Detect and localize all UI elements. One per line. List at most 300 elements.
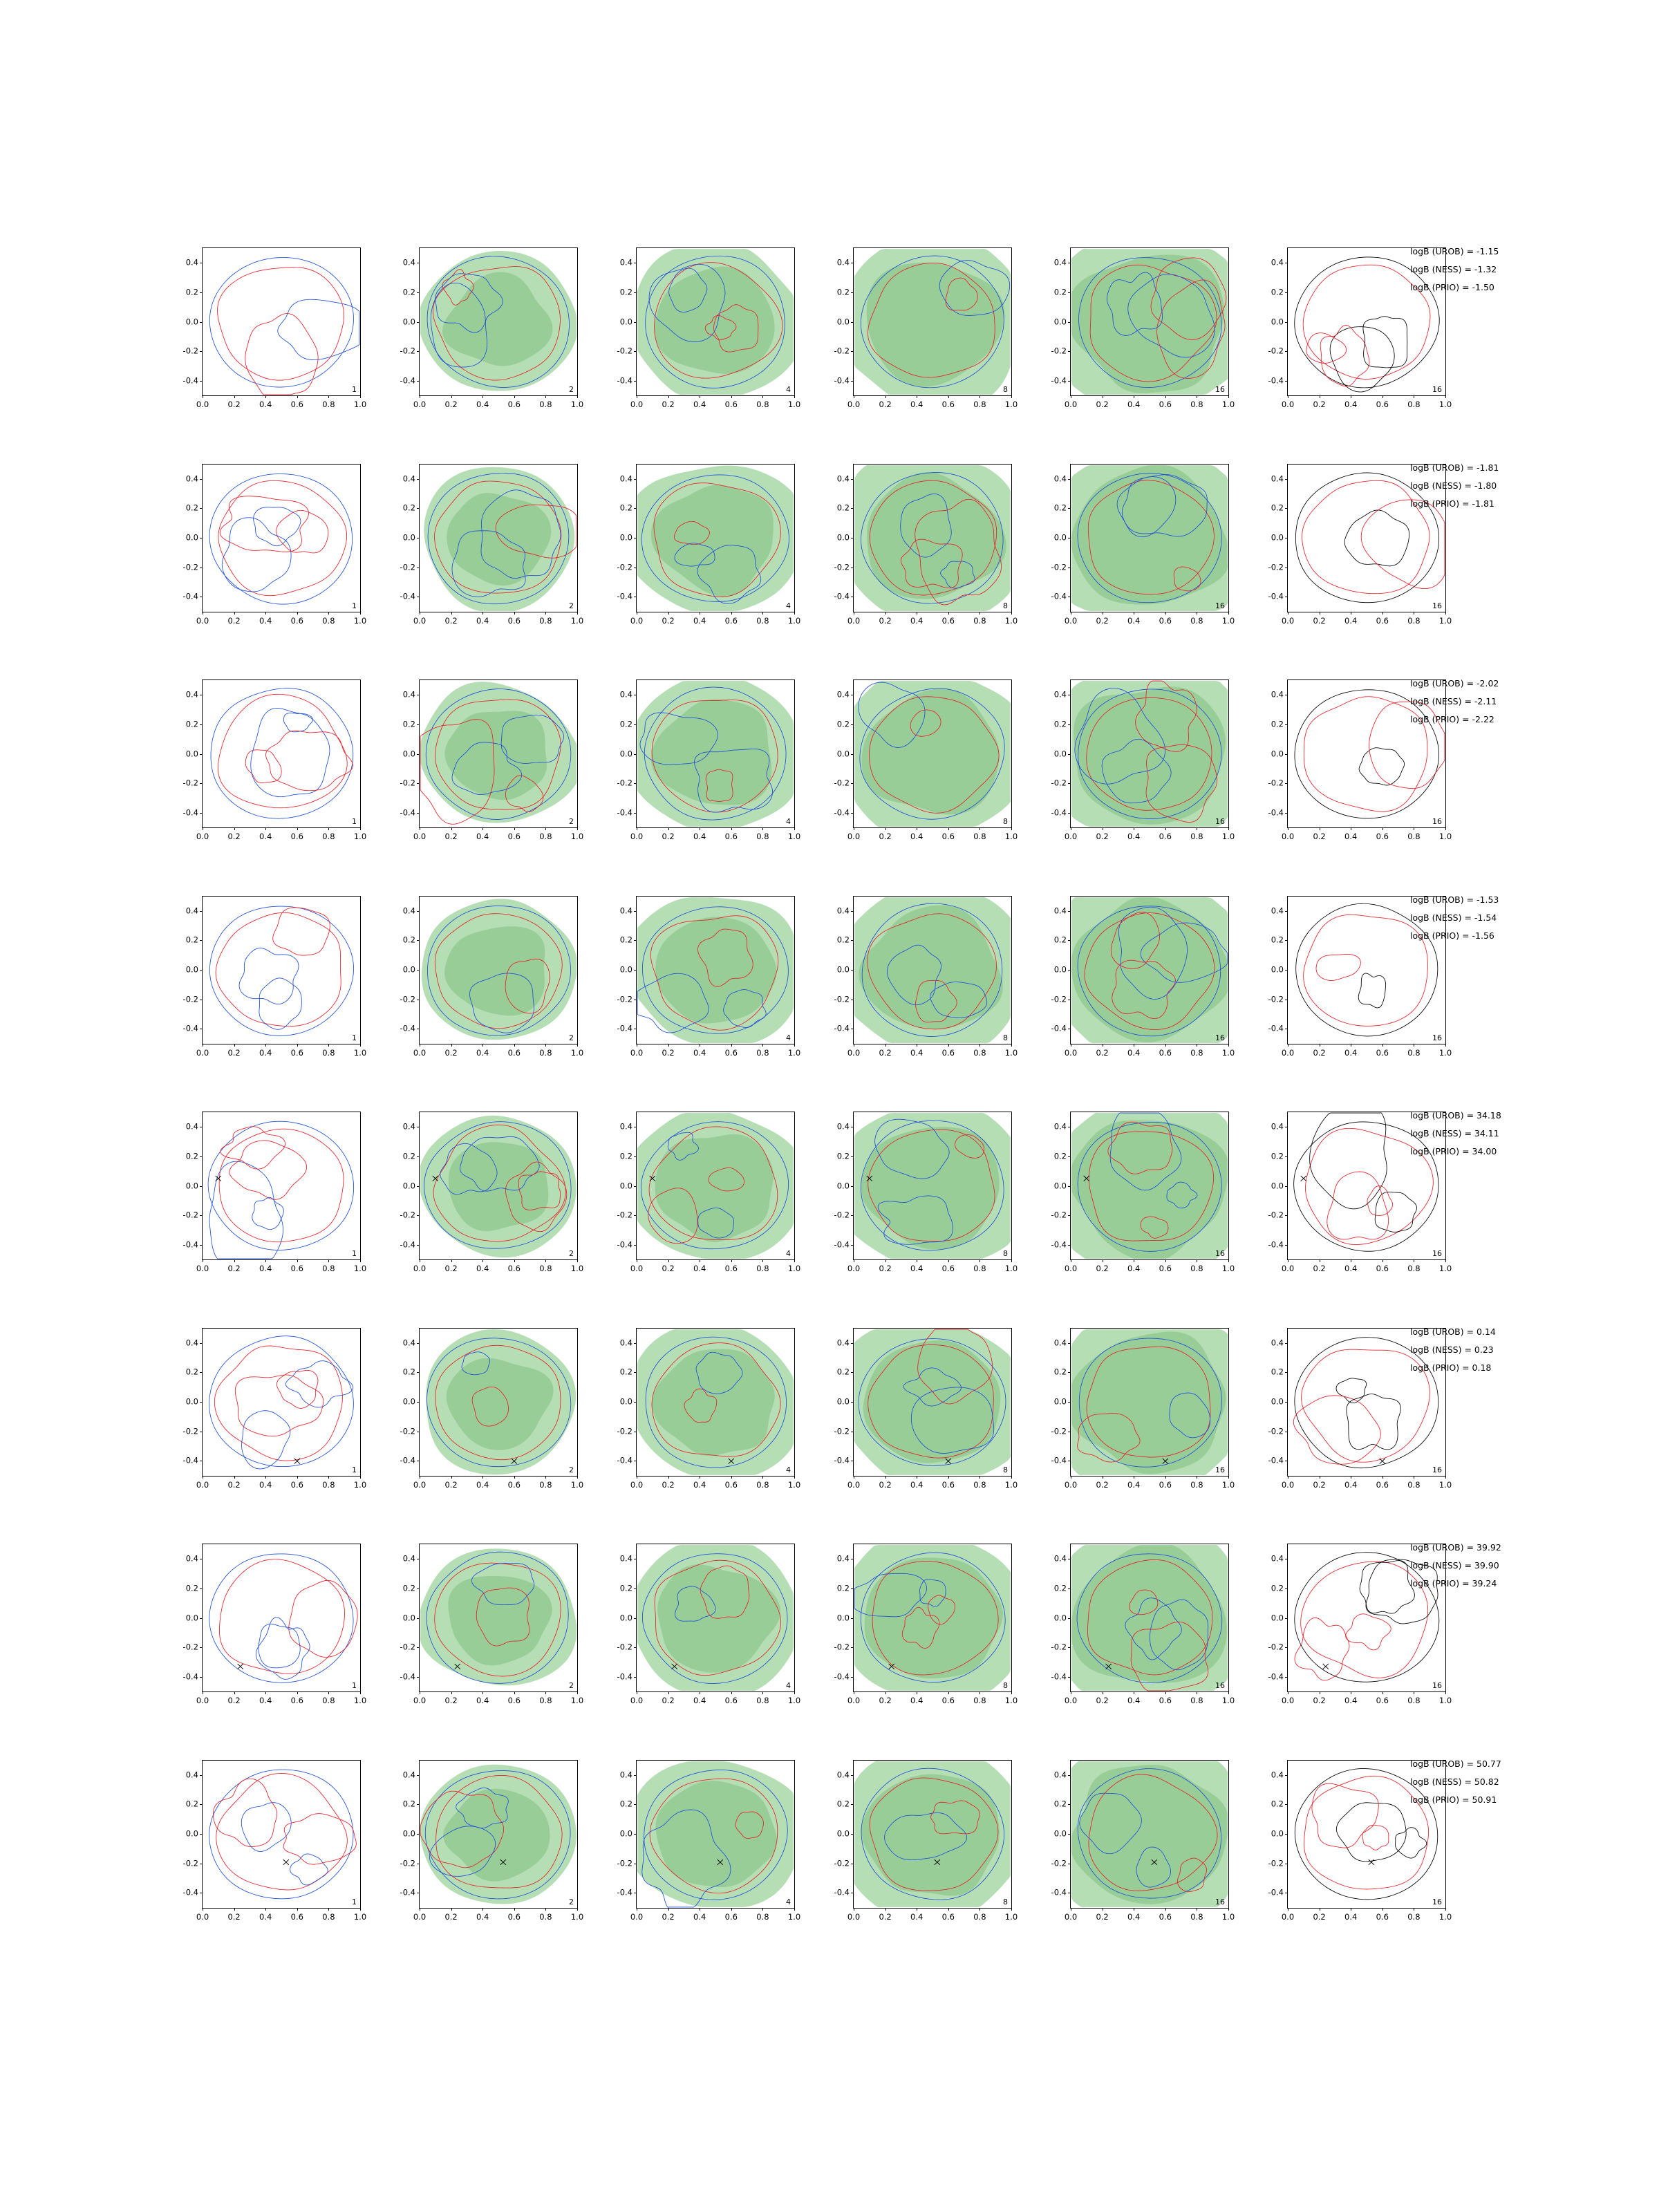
plot-axes[interactable] — [1051, 1112, 1235, 1273]
subplot-panel[interactable] — [1041, 464, 1235, 637]
plot-axes[interactable] — [1051, 247, 1235, 409]
plot-axes[interactable] — [400, 1328, 584, 1490]
subplot-panel[interactable] — [1041, 679, 1235, 852]
x-axis-tick-label: 0.4 — [693, 832, 706, 841]
legend-entry: logB (UROB) = 34.18 — [1410, 1110, 1501, 1121]
plot-axes[interactable] — [1051, 464, 1235, 626]
contour-canvas — [854, 897, 1011, 1044]
x-axis-tick-mark — [1165, 1908, 1166, 1911]
plot-axes[interactable] — [617, 247, 801, 409]
y-axis-tick-label: 0.0 — [1271, 1612, 1284, 1622]
x-axis-tick-mark — [1445, 1476, 1446, 1479]
plot-axes[interactable] — [400, 464, 584, 626]
x-axis-tick-label: 0.6 — [290, 1479, 303, 1490]
x-axis-tick-mark — [577, 1908, 578, 1911]
x-axis-tick-mark — [668, 1476, 669, 1479]
x-axis-tick-mark — [451, 1044, 452, 1047]
legend-entry: logB (PRIO) = 39.24 — [1410, 1578, 1497, 1588]
subplot-panel[interactable] — [607, 1328, 801, 1501]
x-axis-tick-label: 0.4 — [1344, 1264, 1358, 1273]
x-axis-tick-label: 0.8 — [1190, 1911, 1203, 1922]
x-axis-tick-mark — [794, 1476, 795, 1479]
subplot-panel[interactable] — [824, 1544, 1018, 1716]
plot-axes[interactable] — [617, 464, 801, 626]
panel-corner-label: 1 — [352, 1465, 357, 1474]
plot-axes[interactable] — [617, 1328, 801, 1490]
y-axis-tick-label: 0.2 — [402, 503, 415, 513]
x-axis-tick-mark — [1165, 1691, 1166, 1694]
x-axis-tick-label: 0.6 — [1376, 832, 1389, 841]
y-axis-tick-label: -0.4 — [834, 1887, 850, 1897]
plot-axes[interactable] — [834, 464, 1018, 626]
subplot-panel[interactable] — [390, 896, 584, 1069]
panel-corner-label: 8 — [1003, 1681, 1008, 1690]
plot-axes[interactable] — [182, 679, 367, 841]
y-axis-tick-label: 0.0 — [402, 1180, 415, 1190]
y-axis-tick-label: 0.0 — [1053, 1612, 1067, 1622]
truth-marker-x-icon — [1380, 1458, 1385, 1463]
plot-axes[interactable] — [182, 1760, 367, 1922]
x-axis-tick-label: 0.6 — [724, 1264, 738, 1273]
y-axis-tick-label: -0.2 — [1268, 561, 1284, 572]
subplot-panel[interactable] — [607, 1544, 801, 1716]
x-axis-tick-mark — [328, 612, 329, 615]
x-axis-tick-label: 0.2 — [1096, 1696, 1109, 1705]
y-axis-tick-label: 0.0 — [1053, 1180, 1067, 1190]
x-axis-tick-label: 0.8 — [322, 400, 335, 409]
x-axis-tick-label: 0.2 — [879, 1911, 892, 1922]
y-axis-tick-label: -0.2 — [617, 1425, 632, 1436]
subplot-panel[interactable] — [607, 1760, 801, 1933]
y-axis-tick-label: 0.2 — [619, 935, 632, 945]
x-axis-tick-label: 1.0 — [1221, 400, 1235, 409]
x-axis-tick-label: 0.6 — [290, 1047, 303, 1058]
panel-corner-label: 8 — [1003, 1249, 1008, 1258]
plot-axes[interactable] — [1051, 1760, 1235, 1922]
y-axis-tick-label: 0.4 — [402, 1338, 415, 1348]
legend-entry: logB (UROB) = 50.77 — [1410, 1758, 1501, 1769]
subplot-panel[interactable] — [824, 679, 1018, 852]
plot-axes[interactable] — [617, 1544, 801, 1705]
x-axis-tick-label: 0.6 — [507, 400, 521, 409]
x-axis-tick-label: 0.0 — [630, 1696, 644, 1705]
contour-canvas — [203, 1112, 360, 1259]
x-axis-tick-mark — [297, 612, 298, 615]
x-axis-tick-label: 0.8 — [1190, 1264, 1203, 1273]
subplot-panel[interactable] — [173, 247, 367, 420]
y-axis-tick-label: -0.4 — [617, 375, 632, 385]
plot-axes[interactable] — [834, 679, 1018, 841]
y-axis-tick-label: -0.4 — [1268, 1455, 1284, 1465]
subplot-panel[interactable] — [1041, 1112, 1235, 1284]
y-axis-tick-label: 0.4 — [1053, 1553, 1067, 1564]
legend-entry: logB (NESS) = -1.80 — [1410, 480, 1497, 491]
y-axis-tick-label: 0.0 — [836, 1612, 850, 1622]
x-axis-tick-label: 1.0 — [787, 1696, 801, 1705]
subplot-panel[interactable] — [1041, 1544, 1235, 1716]
x-axis-tick-mark — [1011, 395, 1012, 398]
x-axis-tick-mark — [482, 827, 483, 830]
y-axis-tick-label: -0.4 — [617, 807, 632, 817]
x-axis-tick-label: 1.0 — [570, 1911, 584, 1922]
subplot-panel[interactable] — [390, 1112, 584, 1284]
y-axis-tick-label: 0.4 — [402, 1121, 415, 1132]
contour-canvas — [203, 897, 360, 1044]
x-axis-tick-mark — [1165, 395, 1166, 398]
x-axis-tick-label: 1.0 — [1221, 615, 1235, 626]
contour-canvas — [203, 1329, 360, 1476]
y-axis-tick-label: 0.0 — [1271, 316, 1284, 326]
subplot-panel[interactable] — [607, 247, 801, 420]
subplot-panel[interactable] — [824, 1760, 1018, 1933]
x-axis-tick-label: 0.4 — [259, 615, 272, 626]
x-axis-tick-mark — [265, 1259, 266, 1262]
y-axis-tick-label: 0.2 — [1271, 1367, 1284, 1377]
panel-corner-label: 8 — [1003, 1033, 1008, 1042]
subplot-panel[interactable] — [173, 679, 367, 852]
y-axis-tick-label: 0.4 — [1271, 1553, 1284, 1564]
x-axis-tick-mark — [577, 1044, 578, 1047]
y-axis-tick-label: 0.4 — [619, 1121, 632, 1132]
x-axis-tick-label: 0.2 — [1096, 1479, 1109, 1490]
y-axis-tick-label: 0.2 — [1053, 935, 1067, 945]
y-axis-tick-label: 0.0 — [619, 1828, 632, 1839]
x-axis-tick-label: 0.4 — [259, 1911, 272, 1922]
truth-marker-x-icon — [216, 1176, 221, 1181]
panel-corner-label: 4 — [786, 1681, 791, 1690]
x-axis-tick-mark — [297, 1259, 298, 1262]
x-axis-tick-label: 0.6 — [941, 615, 955, 626]
x-axis-tick-mark — [482, 1908, 483, 1911]
y-axis-tick-label: 0.2 — [1053, 719, 1067, 729]
subplot-panel[interactable] — [607, 464, 801, 637]
y-axis-tick-label: 0.0 — [1053, 1828, 1067, 1839]
contour-canvas — [637, 1544, 794, 1691]
contour-line-inner — [1310, 1113, 1387, 1209]
subplot-panel[interactable] — [173, 1328, 367, 1501]
subplot-row — [173, 1322, 1507, 1539]
x-axis-tick-mark — [297, 1044, 298, 1047]
subplot-panel[interactable] — [390, 247, 584, 420]
plot-axes[interactable] — [400, 679, 584, 841]
x-axis-tick-mark — [360, 827, 361, 830]
subplot-panel[interactable] — [1041, 1760, 1235, 1933]
x-axis-tick-mark — [668, 1259, 669, 1262]
plot-axes[interactable] — [400, 1760, 584, 1922]
contour-canvas — [637, 680, 794, 827]
x-axis-tick-mark — [297, 827, 298, 830]
x-axis-tick-mark — [1011, 1476, 1012, 1479]
x-axis-tick-label: 0.2 — [1313, 832, 1326, 841]
legend-entry: logB (PRIO) = 34.00 — [1410, 1146, 1497, 1156]
x-axis-tick-label: 0.6 — [290, 615, 303, 626]
x-axis-tick-label: 0.8 — [539, 615, 552, 626]
y-axis-tick-label: 0.0 — [619, 1180, 632, 1190]
panel-corner-label: 16 — [1215, 601, 1225, 610]
x-axis-tick-label: 1.0 — [353, 1264, 367, 1273]
contour-line-inner — [265, 731, 353, 791]
x-axis-tick-label: 0.8 — [322, 1911, 335, 1922]
panel-corner-label: 16 — [1215, 385, 1225, 394]
x-axis-tick-label: 0.0 — [630, 615, 644, 626]
x-axis-tick-mark — [360, 1908, 361, 1911]
x-axis-tick-label: 0.0 — [413, 1264, 427, 1273]
x-axis-tick-label: 0.6 — [941, 1264, 955, 1273]
y-axis-tick-label: -0.4 — [182, 1239, 198, 1249]
y-axis-tick-label: -0.4 — [834, 591, 850, 601]
plot-axes[interactable] — [400, 896, 584, 1058]
plot-axes[interactable] — [834, 247, 1018, 409]
subplot-panel[interactable] — [607, 1112, 801, 1284]
y-axis-tick-label: 0.0 — [402, 532, 415, 543]
panel-corner-label: 16 — [1432, 601, 1442, 610]
x-axis-tick-label: 0.4 — [910, 1047, 924, 1058]
y-axis-tick-label: 0.4 — [836, 1121, 850, 1132]
y-axis-tick-label: 0.2 — [402, 287, 415, 297]
plot-axes[interactable] — [400, 1112, 584, 1273]
x-axis-tick-mark — [328, 1476, 329, 1479]
plot-axes[interactable] — [1051, 679, 1235, 841]
x-axis-tick-label: 1.0 — [787, 1047, 801, 1058]
contour-canvas — [203, 465, 360, 612]
plot-axes[interactable] — [617, 896, 801, 1058]
y-axis-tick-label: 0.2 — [619, 503, 632, 513]
x-axis-tick-mark — [451, 1908, 452, 1911]
plot-axes[interactable] — [400, 247, 584, 409]
subplot-panel[interactable] — [390, 679, 584, 852]
subplot-panel[interactable] — [824, 1112, 1018, 1284]
x-axis-tick-label: 0.4 — [1127, 400, 1141, 409]
contour-canvas — [1071, 1329, 1228, 1476]
plot-axes[interactable] — [182, 247, 367, 409]
contour-canvas — [854, 680, 1011, 827]
y-axis-tick-label: 0.4 — [1271, 474, 1284, 484]
x-axis-tick-label: 0.4 — [1344, 1047, 1358, 1058]
y-axis-tick-label: -0.4 — [617, 1887, 632, 1897]
plot-axes[interactable] — [834, 1328, 1018, 1490]
y-axis-tick-label: 0.2 — [1053, 1151, 1067, 1161]
subplot-panel[interactable] — [390, 1544, 584, 1716]
contour-canvas — [420, 1761, 577, 1908]
x-axis-tick-label: 0.2 — [1313, 1911, 1326, 1922]
x-axis-tick-label: 0.2 — [662, 1911, 675, 1922]
x-axis-tick-label: 1.0 — [1438, 1696, 1452, 1705]
x-axis-tick-label: 0.4 — [259, 1264, 272, 1273]
y-axis-tick-label: 0.4 — [185, 1553, 198, 1564]
subplot-panel[interactable] — [607, 896, 801, 1069]
contour-canvas — [854, 1329, 1011, 1476]
subplot-panel[interactable] — [1041, 1328, 1235, 1501]
x-axis-tick-label: 0.0 — [1281, 400, 1295, 409]
contour-line-inner — [1347, 1394, 1400, 1449]
y-axis-tick-label: -0.4 — [617, 1455, 632, 1465]
plot-axes[interactable] — [1051, 1544, 1235, 1705]
y-axis-tick-label: 0.2 — [836, 1151, 850, 1161]
y-axis-tick-label: -0.4 — [1051, 807, 1067, 817]
x-axis-tick-label: 0.8 — [756, 1047, 769, 1058]
y-axis-tick-label: -0.2 — [834, 1425, 850, 1436]
x-axis-tick-label: 0.8 — [1190, 400, 1203, 409]
plot-axes[interactable] — [834, 1544, 1018, 1705]
x-axis-tick-label: 0.6 — [1159, 1047, 1172, 1058]
x-axis-tick-label: 0.0 — [196, 1264, 209, 1273]
y-axis-tick-label: 0.0 — [836, 532, 850, 543]
contour-line-inner — [278, 299, 359, 359]
plot-axes[interactable] — [400, 1544, 584, 1705]
subplot-panel[interactable] — [173, 464, 367, 637]
subplot-panel[interactable] — [824, 464, 1018, 637]
x-axis-tick-label: 0.0 — [1064, 1047, 1078, 1058]
y-axis-tick-label: 0.2 — [1271, 287, 1284, 297]
plot-axes[interactable] — [834, 1760, 1018, 1922]
legend-entry: logB (UROB) = -1.53 — [1410, 894, 1499, 905]
y-axis-tick-label: -0.2 — [182, 346, 198, 356]
x-axis-tick-label: 0.6 — [724, 400, 738, 409]
plot-axes[interactable] — [617, 679, 801, 841]
row-legend — [1410, 896, 1618, 950]
plot-axes[interactable] — [182, 464, 367, 626]
subplot-panel[interactable] — [173, 1112, 367, 1284]
x-axis-tick-label: 0.6 — [507, 615, 521, 626]
subplot-panel[interactable] — [607, 679, 801, 852]
panel-corner-label: 16 — [1432, 385, 1442, 394]
y-axis-tick-label: 0.2 — [185, 1151, 198, 1161]
contour-line-inner — [1359, 748, 1405, 785]
y-axis-tick-label: 0.2 — [836, 503, 850, 513]
x-axis-tick-label: 0.8 — [1407, 1911, 1421, 1922]
subplot-panel[interactable] — [173, 1544, 367, 1716]
contour-line-outer-alt — [219, 1129, 344, 1241]
contour-line-inner — [1330, 327, 1394, 392]
contour-line-outer — [209, 906, 353, 1035]
y-axis-tick-label: -0.4 — [617, 1671, 632, 1681]
y-axis-tick-label: -0.4 — [400, 375, 415, 385]
x-axis-tick-mark — [1228, 1044, 1229, 1047]
x-axis-tick-label: 0.2 — [1096, 1047, 1109, 1058]
plot-axes[interactable] — [834, 1112, 1018, 1273]
plot-axes[interactable] — [182, 896, 367, 1058]
y-axis-tick-label: -0.2 — [617, 1642, 632, 1652]
x-axis-tick-label: 0.2 — [662, 1047, 675, 1058]
x-axis-tick-label: 1.0 — [1438, 1911, 1452, 1922]
subplot-panel[interactable] — [824, 896, 1018, 1069]
x-axis-tick-label: 0.4 — [910, 1696, 924, 1705]
subplot-panel[interactable] — [824, 1328, 1018, 1501]
x-axis-tick-label: 0.6 — [1159, 1911, 1172, 1922]
panel-corner-label: 1 — [352, 1033, 357, 1042]
plot-axes[interactable] — [1051, 896, 1235, 1058]
x-axis-tick-label: 0.0 — [196, 400, 209, 409]
x-axis-tick-label: 0.8 — [1407, 615, 1421, 626]
subplot-panel[interactable] — [173, 896, 367, 1069]
subplot-panel[interactable] — [1041, 247, 1235, 420]
x-axis-tick-label: 0.4 — [1127, 1911, 1141, 1922]
x-axis-tick-label: 0.2 — [662, 1696, 675, 1705]
subplot-row — [173, 674, 1507, 890]
panel-corner-label: 2 — [569, 1897, 574, 1906]
x-axis-tick-label: 0.2 — [1313, 1264, 1326, 1273]
x-axis-tick-mark — [1382, 1691, 1383, 1694]
contour-line-outer-alt — [218, 694, 347, 807]
x-axis-tick-mark — [1228, 612, 1229, 615]
y-axis-tick-label: 0.4 — [1053, 906, 1067, 916]
plot-axes[interactable] — [617, 1112, 801, 1273]
x-axis-tick-label: 1.0 — [787, 1479, 801, 1490]
subplot-panel[interactable] — [390, 464, 584, 637]
x-axis-tick-mark — [762, 1476, 763, 1479]
plot-axes[interactable] — [834, 896, 1018, 1058]
legend-entry: logB (PRIO) = -1.56 — [1410, 930, 1494, 941]
plot-axes[interactable] — [182, 1112, 367, 1273]
y-axis-tick-label: -0.4 — [400, 591, 415, 601]
y-axis-tick-label: -0.2 — [182, 993, 198, 1004]
y-axis-tick-label: -0.2 — [1051, 1425, 1067, 1436]
x-axis-tick-mark — [1228, 827, 1229, 830]
y-axis-tick-label: 0.2 — [402, 1583, 415, 1593]
subplot-panel[interactable] — [390, 1760, 584, 1933]
x-axis-tick-mark — [885, 1259, 886, 1262]
x-axis-tick-label: 0.4 — [1344, 832, 1358, 841]
subplot-panel[interactable] — [173, 1760, 367, 1933]
y-axis-tick-label: 0.4 — [1053, 1770, 1067, 1780]
x-axis-tick-label: 0.8 — [1407, 400, 1421, 409]
panel-corner-label: 16 — [1432, 1033, 1442, 1042]
x-axis-tick-label: 0.4 — [910, 1264, 924, 1273]
x-axis-tick-label: 0.6 — [1159, 832, 1172, 841]
truth-marker-x-icon — [1301, 1176, 1306, 1181]
contour-line-inner — [239, 948, 299, 1004]
y-axis-tick-label: 0.4 — [619, 689, 632, 700]
y-axis-tick-label: -0.2 — [1051, 993, 1067, 1004]
plot-axes[interactable] — [1051, 1328, 1235, 1490]
x-axis-tick-label: 0.2 — [444, 1264, 458, 1273]
x-axis-tick-mark — [1382, 1044, 1383, 1047]
legend-entry: logB (UROB) = -1.15 — [1410, 246, 1499, 256]
y-axis-tick-label: -0.2 — [182, 1425, 198, 1436]
plot-axes[interactable] — [617, 1760, 801, 1922]
y-axis-tick-label: 0.0 — [1271, 532, 1284, 543]
y-axis-tick-label: -0.2 — [182, 1210, 198, 1220]
x-axis-tick-mark — [1445, 612, 1446, 615]
y-axis-tick-label: 0.2 — [836, 1583, 850, 1593]
x-axis-tick-mark — [514, 1476, 515, 1479]
plot-axes[interactable] — [182, 1544, 367, 1705]
y-axis-tick-label: -0.2 — [834, 1857, 850, 1868]
y-axis-tick-label: -0.4 — [1051, 1671, 1067, 1681]
subplot-panel[interactable] — [390, 1328, 584, 1501]
x-axis-tick-label: 1.0 — [353, 615, 367, 626]
x-axis-tick-mark — [1445, 1908, 1446, 1911]
subplot-panel[interactable] — [824, 247, 1018, 420]
x-axis-tick-mark — [328, 395, 329, 398]
x-axis-tick-label: 0.8 — [973, 1696, 986, 1705]
x-axis-tick-mark — [234, 395, 235, 398]
contour-canvas — [203, 248, 360, 395]
x-axis-tick-label: 0.2 — [227, 1479, 241, 1490]
x-axis-tick-label: 1.0 — [1004, 400, 1018, 409]
plot-axes[interactable] — [182, 1328, 367, 1490]
y-axis-tick-label: 0.0 — [619, 964, 632, 975]
x-axis-tick-label: 0.2 — [662, 1264, 675, 1273]
y-axis-tick-label: -0.2 — [617, 346, 632, 356]
x-axis-tick-label: 1.0 — [787, 1264, 801, 1273]
subplot-panel[interactable] — [1041, 896, 1235, 1069]
x-axis-tick-mark — [794, 395, 795, 398]
y-axis-tick-label: -0.2 — [1051, 1642, 1067, 1652]
y-axis-tick-label: -0.2 — [1051, 1857, 1067, 1868]
x-axis-tick-label: 0.8 — [1407, 1264, 1421, 1273]
y-axis-tick-label: 0.2 — [619, 1151, 632, 1161]
